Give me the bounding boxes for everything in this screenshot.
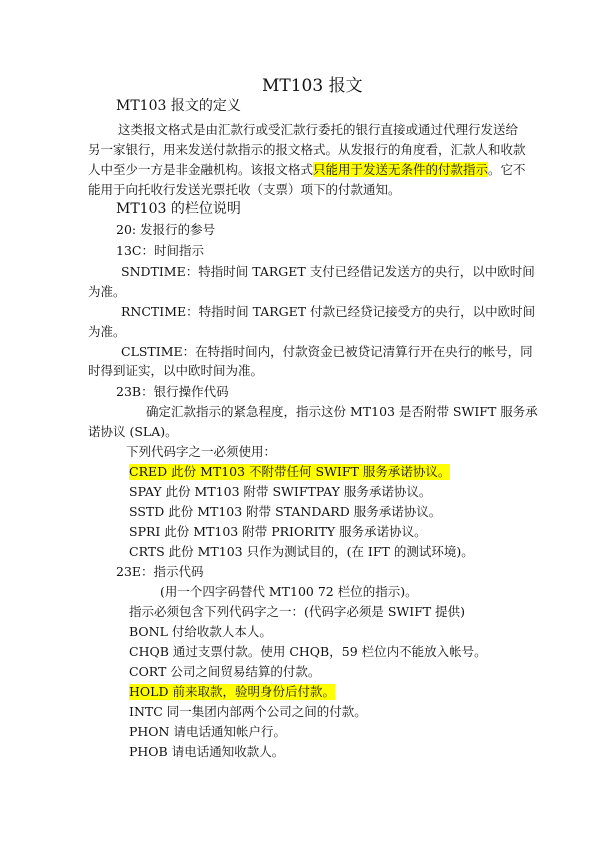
code-sstd: SSTD 此份 MT103 附带 STANDARD 服务承诺协议。 [129,504,442,519]
code-bonl: BONL 付给收款人本人。 [129,624,272,639]
field-23e-desc: (用一个四字码替代 MT100 72 栏位的指示)。 [160,584,418,599]
field-23e: 23E：指示代码 [116,564,204,579]
document-title: MT103 报文 [262,76,363,96]
code-spri: SPRI 此份 MT103 附带 PRIORITY 服务承诺协议。 [129,524,427,539]
sndtime-line-2: 为准。 [88,284,126,299]
definition-text: 。它不 [488,162,526,177]
highlighted-text: 只能用于发送无条件的付款指示 [313,162,489,177]
rnctime-line-1: RNCTIME：特指时间 TARGET 付款已经贷记接受方的央行，以中欧时间 [121,304,536,319]
code-cort: CORT 公司之间贸易结算的付款。 [129,664,321,679]
definition-para-line-3 [88,162,526,178]
code-cred: CRED 此份 MT103 不附带任何 SWIFT 服务承诺协议。 [129,464,451,479]
definition-para-line-2: 另一家银行，用来发送付款指示的报文格式。从发报行的角度看，汇款人和收款 [88,142,526,157]
code-chqb: CHQB 通过支票付款。使用 CHQB，59 栏位内不能放入帐号。 [129,644,487,659]
code-phon: PHON 请电话通知帐户行。 [129,724,286,739]
rnctime-line-2: 为准。 [88,324,126,339]
code-spay: SPAY 此份 MT103 附带 SWIFTPAY 服务承诺协议。 [129,484,432,499]
definition-para-line-4: 能用于向托收行发送光票托收（支票）项下的付款通知。 [88,182,401,197]
code-intc: INTC 同一集团内部两个公司之间的付款。 [129,704,367,719]
clstime-line-1: CLSTIME：在特指时间内，付款资金已被贷记清算行开在央行的帐号，同 [121,344,533,359]
code-hold: HOLD 前来取款，验明身份后付款。 [129,684,335,699]
field-23b-intro: 下列代码字之一必须使用： [126,444,277,459]
section-heading-fields: MT103 的栏位说明 [116,201,241,217]
section-heading-definition: MT103 报文的定义 [116,98,241,114]
sndtime-line-1: SNDTIME：特指时间 TARGET 支付已经借记发送方的央行，以中欧时间 [121,264,535,279]
field-13c: 13C：时间指示 [116,243,204,258]
field-23b: 23B：银行操作代码 [116,384,229,399]
definition-text: 人中至少一方是非金融机构。该报文格式 [88,162,314,177]
definition-para-line-1: 这类报文格式是由汇款行或受汇款行委托的银行直接或通过代理行发送给 [118,122,519,137]
code-crts: CRTS 此份 MT103 只作为测试目的，(在 IFT 的测试环境)。 [129,544,474,559]
clstime-line-2: 时得到证实，以中欧时间为准。 [88,363,264,378]
field-23e-intro: 指示必须包含下列代码字之一：(代码字必须是 SWIFT 提供) [129,604,466,619]
field-23b-desc-1: 确定汇款指示的紧急程度，指示这份 MT103 是否附带 SWIFT 服务承 [146,404,538,419]
field-20: 20: 发报行的参号 [116,222,216,237]
field-23b-desc-2: 诺协议 (SLA)。 [88,424,178,439]
code-phob: PHOB 请电话通知收款人。 [129,744,285,759]
